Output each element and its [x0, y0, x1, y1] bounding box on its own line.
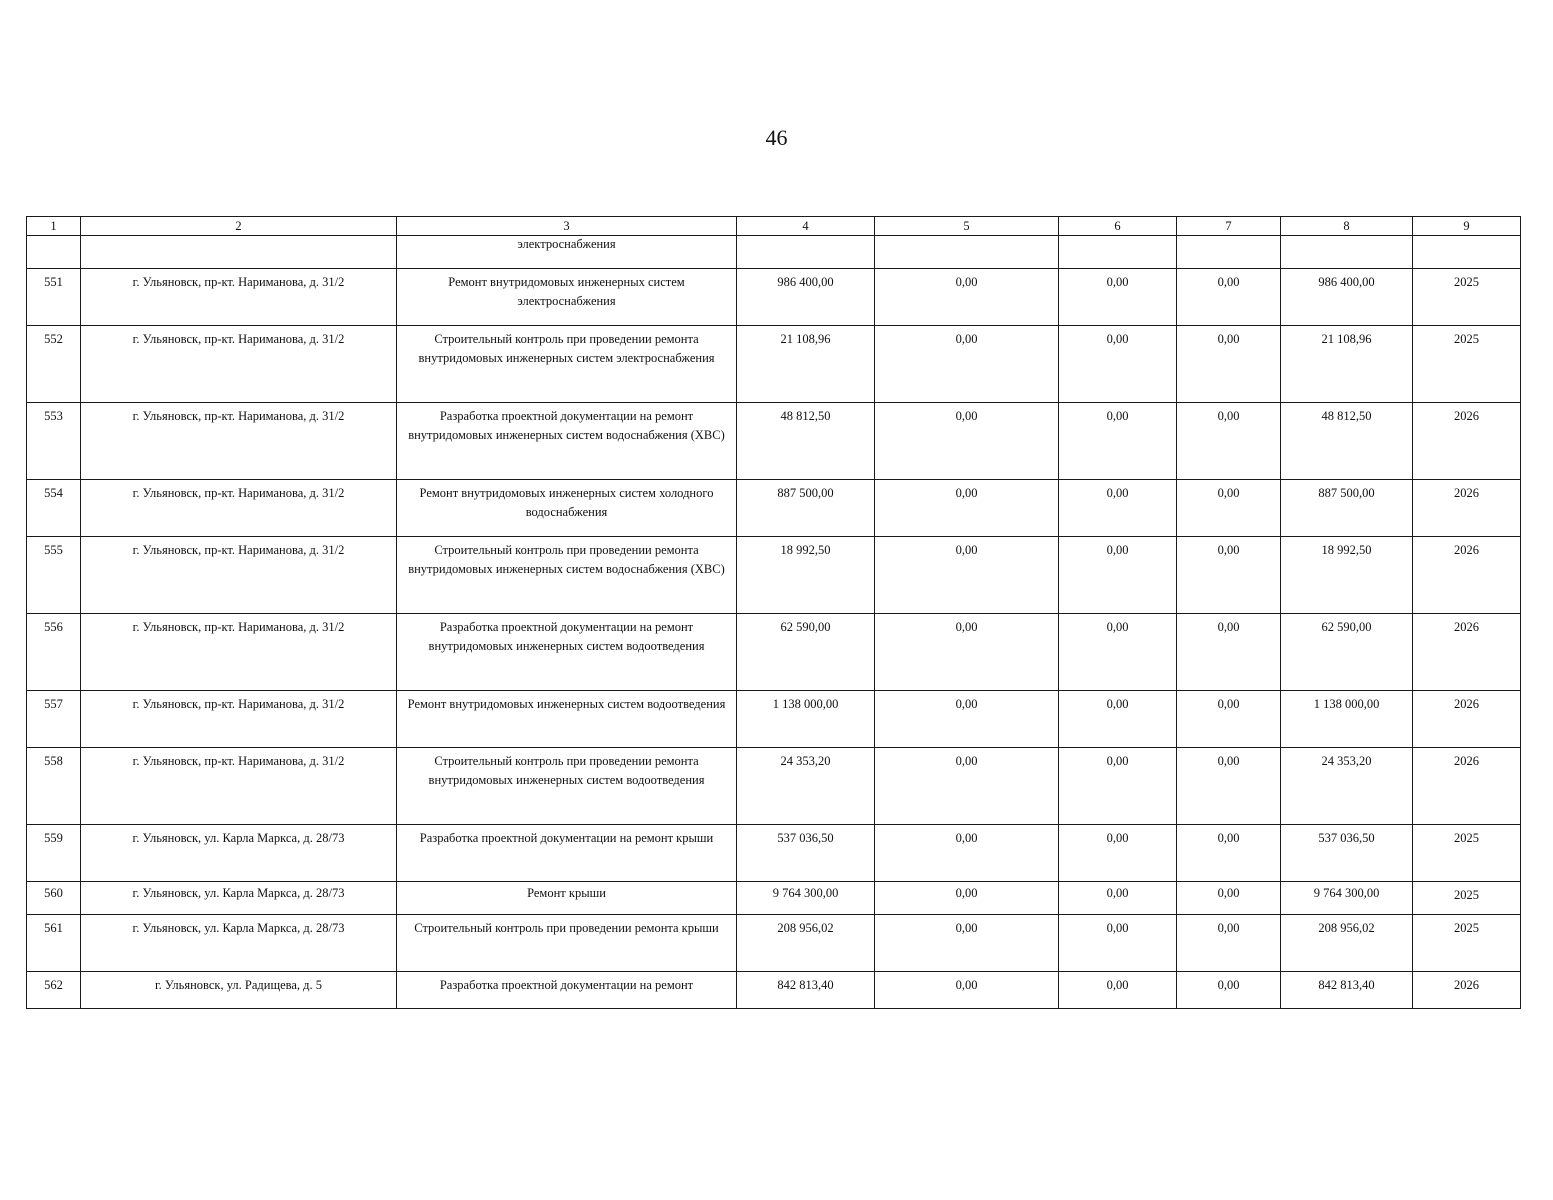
- work-type-cell: Ремонт внутридомовых инженерных систем водоотведения: [397, 691, 737, 748]
- work-type-cell: Ремонт крыши: [397, 882, 737, 915]
- value-col-5: 0,00: [875, 691, 1059, 748]
- address-cell: г. Ульяновск, пр-кт. Нариманова, д. 31/2: [81, 269, 397, 326]
- table-row: [27, 882, 1521, 915]
- continued-cell-9: [1413, 236, 1521, 269]
- value-col-4: 986 400,00: [737, 269, 875, 326]
- year-cell: 2025: [1413, 882, 1521, 915]
- address-cell: г. Ульяновск, ул. Карла Маркса, д. 28/73: [81, 825, 397, 882]
- row-number: 561: [27, 915, 81, 972]
- year-cell: 2025: [1413, 915, 1521, 972]
- value-col-7: 0,00: [1177, 825, 1281, 882]
- value-col-4: 21 108,96: [737, 326, 875, 403]
- table-row: [27, 269, 1521, 326]
- value-col-7: 0,00: [1177, 403, 1281, 480]
- continued-cell-8: [1281, 236, 1413, 269]
- value-col-8: 537 036,50: [1281, 825, 1413, 882]
- value-col-8: 24 353,20: [1281, 748, 1413, 825]
- address-cell: г. Ульяновск, ул. Карла Маркса, д. 28/73: [81, 915, 397, 972]
- table-row: [27, 691, 1521, 748]
- value-col-5: 0,00: [875, 480, 1059, 537]
- value-col-6: 0,00: [1059, 915, 1177, 972]
- column-header-7: 7: [1177, 217, 1281, 236]
- value-col-5: 0,00: [875, 326, 1059, 403]
- value-col-5: 0,00: [875, 915, 1059, 972]
- column-header-5: 5: [875, 217, 1059, 236]
- work-type-cell: Ремонт внутридомовых инженерных систем холодного водоснабжения: [397, 480, 737, 537]
- value-col-6: 0,00: [1059, 882, 1177, 915]
- value-col-6: 0,00: [1059, 825, 1177, 882]
- work-type-cell: Разработка проектной документации на ремонт внутридомовых инженерных систем водоотведения: [397, 614, 737, 691]
- address-cell: г. Ульяновск, пр-кт. Нариманова, д. 31/2: [81, 537, 397, 614]
- column-header-9: 9: [1413, 217, 1521, 236]
- value-col-4: 1 138 000,00: [737, 691, 875, 748]
- value-col-5: 0,00: [875, 882, 1059, 915]
- year-cell: 2026: [1413, 748, 1521, 825]
- year-cell: 2026: [1413, 691, 1521, 748]
- value-col-7: 0,00: [1177, 748, 1281, 825]
- value-col-6: 0,00: [1059, 403, 1177, 480]
- value-col-7: 0,00: [1177, 480, 1281, 537]
- value-col-7: 0,00: [1177, 614, 1281, 691]
- value-col-5: 0,00: [875, 614, 1059, 691]
- table-row: [27, 972, 1521, 1009]
- value-col-8: 48 812,50: [1281, 403, 1413, 480]
- row-number: 553: [27, 403, 81, 480]
- table-row: [27, 480, 1521, 537]
- value-col-8: 62 590,00: [1281, 614, 1413, 691]
- value-col-6: 0,00: [1059, 748, 1177, 825]
- value-col-5: 0,00: [875, 825, 1059, 882]
- value-col-4: 62 590,00: [737, 614, 875, 691]
- year-cell: 2025: [1413, 825, 1521, 882]
- work-type-cell: Ремонт внутридомовых инженерных систем электроснабжения: [397, 269, 737, 326]
- value-col-4: 537 036,50: [737, 825, 875, 882]
- row-number: 556: [27, 614, 81, 691]
- year-cell: 2026: [1413, 972, 1521, 1009]
- value-col-5: 0,00: [875, 537, 1059, 614]
- table-row: [27, 403, 1521, 480]
- column-header-2: 2: [81, 217, 397, 236]
- value-col-8: 208 956,02: [1281, 915, 1413, 972]
- continued-cell-4: [737, 236, 875, 269]
- continued-row: [27, 236, 1521, 269]
- row-number: 559: [27, 825, 81, 882]
- value-col-7: 0,00: [1177, 691, 1281, 748]
- value-col-5: 0,00: [875, 269, 1059, 326]
- continued-cell-work: электроснабжения: [397, 236, 737, 269]
- value-col-6: 0,00: [1059, 326, 1177, 403]
- value-col-8: 842 813,40: [1281, 972, 1413, 1009]
- value-col-7: 0,00: [1177, 326, 1281, 403]
- column-number-header-row: [27, 217, 1521, 236]
- address-cell: г. Ульяновск, пр-кт. Нариманова, д. 31/2: [81, 480, 397, 537]
- column-header-8: 8: [1281, 217, 1413, 236]
- row-number: 555: [27, 537, 81, 614]
- value-col-7: 0,00: [1177, 882, 1281, 915]
- year-cell: 2026: [1413, 403, 1521, 480]
- value-col-4: 842 813,40: [737, 972, 875, 1009]
- value-col-4: 18 992,50: [737, 537, 875, 614]
- continued-cell-address: [81, 236, 397, 269]
- work-type-cell: Строительный контроль при проведении ремонта внутридомовых инженерных систем электроснабжения: [397, 326, 737, 403]
- value-col-6: 0,00: [1059, 614, 1177, 691]
- value-col-8: 21 108,96: [1281, 326, 1413, 403]
- continued-cell-6: [1059, 236, 1177, 269]
- continued-cell-num: [27, 236, 81, 269]
- value-col-5: 0,00: [875, 748, 1059, 825]
- row-number: 551: [27, 269, 81, 326]
- column-header-6: 6: [1059, 217, 1177, 236]
- table-row: [27, 614, 1521, 691]
- table-row: [27, 748, 1521, 825]
- row-number: 558: [27, 748, 81, 825]
- column-header-4: 4: [737, 217, 875, 236]
- row-number: 554: [27, 480, 81, 537]
- value-col-4: 48 812,50: [737, 403, 875, 480]
- value-col-6: 0,00: [1059, 480, 1177, 537]
- value-col-6: 0,00: [1059, 537, 1177, 614]
- value-col-4: 887 500,00: [737, 480, 875, 537]
- value-col-7: 0,00: [1177, 972, 1281, 1009]
- row-number: 557: [27, 691, 81, 748]
- value-col-8: 986 400,00: [1281, 269, 1413, 326]
- work-type-cell: Разработка проектной документации на ремонт крыши: [397, 825, 737, 882]
- value-col-7: 0,00: [1177, 915, 1281, 972]
- value-col-5: 0,00: [875, 403, 1059, 480]
- table-row: [27, 537, 1521, 614]
- address-cell: г. Ульяновск, ул. Карла Маркса, д. 28/73: [81, 882, 397, 915]
- value-col-7: 0,00: [1177, 269, 1281, 326]
- value-col-8: 887 500,00: [1281, 480, 1413, 537]
- value-col-4: 9 764 300,00: [737, 882, 875, 915]
- value-col-5: 0,00: [875, 972, 1059, 1009]
- address-cell: г. Ульяновск, ул. Радищева, д. 5: [81, 972, 397, 1009]
- continued-cell-7: [1177, 236, 1281, 269]
- work-type-cell: Разработка проектной документации на ремонт: [397, 972, 737, 1009]
- address-cell: г. Ульяновск, пр-кт. Нариманова, д. 31/2: [81, 691, 397, 748]
- year-cell: 2025: [1413, 269, 1521, 326]
- table-row: [27, 825, 1521, 882]
- year-cell: 2026: [1413, 614, 1521, 691]
- row-number: 562: [27, 972, 81, 1009]
- row-number: 552: [27, 326, 81, 403]
- address-cell: г. Ульяновск, пр-кт. Нариманова, д. 31/2: [81, 326, 397, 403]
- value-col-8: 1 138 000,00: [1281, 691, 1413, 748]
- page-number: 46: [765, 125, 788, 150]
- continued-cell-5: [875, 236, 1059, 269]
- value-col-8: 18 992,50: [1281, 537, 1413, 614]
- table-row: [27, 915, 1521, 972]
- column-header-1: 1: [27, 217, 81, 236]
- work-type-cell: Разработка проектной документации на ремонт внутридомовых инженерных систем водоснабжения (ХВС): [397, 403, 737, 480]
- value-col-4: 208 956,02: [737, 915, 875, 972]
- table-row: [27, 326, 1521, 403]
- address-cell: г. Ульяновск, пр-кт. Нариманова, д. 31/2: [81, 403, 397, 480]
- value-col-6: 0,00: [1059, 691, 1177, 748]
- year-cell: 2026: [1413, 537, 1521, 614]
- work-type-cell: Строительный контроль при проведении ремонта крыши: [397, 915, 737, 972]
- value-col-6: 0,00: [1059, 972, 1177, 1009]
- address-cell: г. Ульяновск, пр-кт. Нариманова, д. 31/2: [81, 614, 397, 691]
- value-col-6: 0,00: [1059, 269, 1177, 326]
- address-cell: г. Ульяновск, пр-кт. Нариманова, д. 31/2: [81, 748, 397, 825]
- work-type-cell: Строительный контроль при проведении ремонта внутридомовых инженерных систем водоснабжения (ХВС): [397, 537, 737, 614]
- value-col-8: 9 764 300,00: [1281, 882, 1413, 915]
- repair-register-table: [26, 216, 1521, 1009]
- work-type-cell: Строительный контроль при проведении ремонта внутридомовых инженерных систем водоотведения: [397, 748, 737, 825]
- value-col-7: 0,00: [1177, 537, 1281, 614]
- year-cell: 2025: [1413, 326, 1521, 403]
- column-header-3: 3: [397, 217, 737, 236]
- value-col-4: 24 353,20: [737, 748, 875, 825]
- year-cell: 2026: [1413, 480, 1521, 537]
- row-number: 560: [27, 882, 81, 915]
